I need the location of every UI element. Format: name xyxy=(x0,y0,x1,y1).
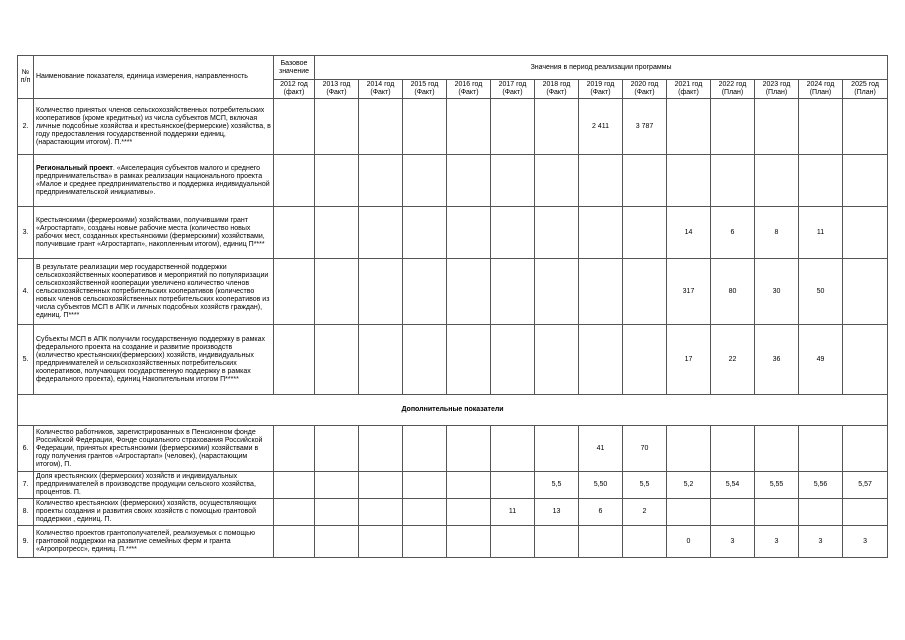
col-header-num: № п/п xyxy=(18,56,34,99)
table-row xyxy=(18,426,888,472)
cell-value xyxy=(315,207,359,259)
cell-value xyxy=(843,259,888,325)
cell-value xyxy=(491,426,535,472)
cell-value xyxy=(274,325,315,395)
cell-value xyxy=(403,325,447,395)
cell-value xyxy=(403,155,447,207)
cell-value xyxy=(799,99,843,155)
row-number: 7. xyxy=(18,472,34,499)
col-header-period: Значения в период реализации программы xyxy=(315,56,888,80)
cell-value xyxy=(447,155,491,207)
cell-value xyxy=(799,155,843,207)
cell-value: 22 xyxy=(711,325,755,395)
cell-value: 317 xyxy=(667,259,711,325)
cell-value xyxy=(623,259,667,325)
cell-value: 2 xyxy=(623,499,667,526)
cell-value xyxy=(755,155,799,207)
cell-value: 14 xyxy=(667,207,711,259)
table-row xyxy=(18,155,888,207)
cell-value: 80 xyxy=(711,259,755,325)
cell-value xyxy=(623,325,667,395)
cell-value xyxy=(403,207,447,259)
cell-value xyxy=(535,99,579,155)
cell-value xyxy=(359,325,403,395)
indicator-name: Количество работников, зарегистрированных в Пенсионном фонде Российской Федерации, Фонде социального страхования Российской Федерации, принятых крестьянскими (фермерскими) хозяйствами в году получения грантов «Агростартап» (человек), (нарастающим итогом), П. xyxy=(34,426,274,472)
cell-value: 6 xyxy=(579,499,623,526)
cell-value xyxy=(799,499,843,526)
cell-value xyxy=(447,207,491,259)
indicator-text: . «Акселерация субъектов малого и среднего предпринимательства» в рамках реализации национального проекта «Малое и среднее предпринимательство и поддержка индивидуальной предпринимательской инициативы». xyxy=(36,164,270,196)
cell-value xyxy=(667,499,711,526)
cell-value xyxy=(579,526,623,558)
cell-value xyxy=(274,426,315,472)
cell-value xyxy=(579,325,623,395)
cell-value xyxy=(315,99,359,155)
cell-value xyxy=(623,155,667,207)
cell-value xyxy=(315,426,359,472)
cell-value xyxy=(843,99,888,155)
table-row xyxy=(18,259,888,325)
row-number: 5. xyxy=(18,325,34,395)
table-row xyxy=(18,207,888,259)
section-body xyxy=(18,395,888,426)
year-header: 2013 год (Факт) xyxy=(315,80,359,99)
indicator-name: В результате реализации мер государственной поддержки сельскохозяйственных кооперативов и мероприятий по популяризации сельскохозяйственной кооперации увеличено количество членов сельскохозяйственных потребительских кооперативов (количество новых членов сельскохозяйственных потребительских кооперативов из числа субъектов МСП в АПК и личных подсобных хозяйств граждан), единиц. П**** xyxy=(34,259,274,325)
cell-value: 2 411 xyxy=(579,99,623,155)
cell-value xyxy=(447,325,491,395)
cell-value xyxy=(623,207,667,259)
cell-value xyxy=(843,207,888,259)
year-header: 2022 год (План) xyxy=(711,80,755,99)
cell-value: 8 xyxy=(755,207,799,259)
cell-value: 5,5 xyxy=(535,472,579,499)
indicator-name: Количество крестьянских (фермерских) хозяйств, осуществляющих проекты создания и развития своих хозяйств с помощью грантовой поддержки , единиц. П. xyxy=(34,499,274,526)
cell-value: 5,56 xyxy=(799,472,843,499)
table-row xyxy=(18,99,888,155)
indicator-name: Доля крестьянских (фермерских) хозяйств и индивидуальных предпринимателей в производстве продукции сельского хозяйства, процентов. П. xyxy=(34,472,274,499)
row-number: 2. xyxy=(18,99,34,155)
cell-value xyxy=(359,155,403,207)
cell-value xyxy=(447,426,491,472)
indicator-name: Субъекты МСП в АПК получили государственную поддержку в рамках федерального проекта на создание и развитие производств (количество крестьянских(фермерских) хозяйств, индивидуальных предпринимателей и сельскохозяйственных потребительских кооперативов, получающих государственную поддержку в рамках федерального проекта), единиц Накопительным итогом П***** xyxy=(34,325,274,395)
cell-value xyxy=(274,259,315,325)
cell-value: 17 xyxy=(667,325,711,395)
cell-value xyxy=(359,472,403,499)
cell-value xyxy=(623,526,667,558)
cell-value xyxy=(667,99,711,155)
cell-value: 5,54 xyxy=(711,472,755,499)
indicator-name xyxy=(34,155,274,207)
cell-value xyxy=(359,426,403,472)
cell-value: 6 xyxy=(711,207,755,259)
cell-value xyxy=(447,499,491,526)
cell-value xyxy=(315,259,359,325)
cell-value xyxy=(491,526,535,558)
cell-value: 13 xyxy=(535,499,579,526)
year-header: 2018 год (Факт) xyxy=(535,80,579,99)
year-header: 2012 год (факт) xyxy=(274,80,315,99)
cell-value: 5,57 xyxy=(843,472,888,499)
cell-value xyxy=(755,426,799,472)
cell-value xyxy=(491,325,535,395)
indicators-table xyxy=(17,55,888,558)
cell-value: 0 xyxy=(667,526,711,558)
cell-value xyxy=(579,207,623,259)
cell-value xyxy=(359,259,403,325)
cell-value: 3 xyxy=(755,526,799,558)
table-row xyxy=(18,526,888,558)
cell-value: 3 xyxy=(799,526,843,558)
cell-value xyxy=(315,499,359,526)
cell-value xyxy=(315,325,359,395)
row-number: 4. xyxy=(18,259,34,325)
col-header-base: Базовое значение xyxy=(274,56,315,80)
year-header: 2025 год (План) xyxy=(843,80,888,99)
indicator-name: Количество принятых членов сельскохозяйственных потребительских кооперативов (кроме кредитных) из числа субъектов МСП, включая личные подсобные хозяйства и крестьянское(фермерские) хозяйства, в году предоставления государственной поддержки единиц, (нарастающим итогом). П.**** xyxy=(34,99,274,155)
cell-value xyxy=(535,325,579,395)
cell-value xyxy=(667,155,711,207)
cell-value xyxy=(403,526,447,558)
cell-value xyxy=(403,259,447,325)
cell-value xyxy=(274,155,315,207)
row-number: 6. xyxy=(18,426,34,472)
year-header: 2024 год (План) xyxy=(799,80,843,99)
cell-value xyxy=(274,472,315,499)
cell-value xyxy=(447,99,491,155)
table-body xyxy=(18,99,888,395)
cell-value xyxy=(843,155,888,207)
cell-value xyxy=(755,99,799,155)
cell-value: 50 xyxy=(799,259,843,325)
cell-value xyxy=(359,526,403,558)
cell-value xyxy=(447,259,491,325)
cell-value xyxy=(579,155,623,207)
cell-value xyxy=(535,207,579,259)
row-number: 9. xyxy=(18,526,34,558)
cell-value: 5,2 xyxy=(667,472,711,499)
cell-value xyxy=(579,259,623,325)
cell-value xyxy=(403,499,447,526)
cell-value: 36 xyxy=(755,325,799,395)
cell-value: 3 xyxy=(711,526,755,558)
cell-value: 11 xyxy=(799,207,843,259)
indicator-name: Крестьянскими (фермерскими) хозяйствами, получившими грант «Агростартап», созданы новые рабочие места (количество новых рабочих мест, созданных крестьянскими (фермерскими) хозяйствами, получившие грант «Агростартап», накопленным итогом), единиц П**** xyxy=(34,207,274,259)
year-header: 2019 год (Факт) xyxy=(579,80,623,99)
year-header: 2017 год (Факт) xyxy=(491,80,535,99)
cell-value xyxy=(535,526,579,558)
cell-value xyxy=(843,499,888,526)
indicator-name: Количество проектов грантополучателей, реализуемых с помощью грантовой поддержки на развитие семейных ферм и гранта «Агропрогресс», единиц. П.**** xyxy=(34,526,274,558)
cell-value xyxy=(491,99,535,155)
cell-value xyxy=(274,499,315,526)
cell-value xyxy=(403,99,447,155)
cell-value xyxy=(535,155,579,207)
cell-value xyxy=(491,472,535,499)
cell-value xyxy=(491,155,535,207)
cell-value xyxy=(711,499,755,526)
section-title: Дополнительные показатели xyxy=(18,395,888,426)
cell-value xyxy=(535,259,579,325)
cell-value xyxy=(403,426,447,472)
cell-value xyxy=(359,499,403,526)
col-header-name: Наименование показателя, единица измерения, направленность xyxy=(34,56,274,99)
cell-value xyxy=(711,155,755,207)
year-header: 2023 год (План) xyxy=(755,80,799,99)
cell-value xyxy=(447,472,491,499)
cell-value xyxy=(755,499,799,526)
cell-value xyxy=(274,207,315,259)
row-number: 3. xyxy=(18,207,34,259)
year-header: 2014 год (Факт) xyxy=(359,80,403,99)
table-row xyxy=(18,325,888,395)
cell-value xyxy=(274,99,315,155)
cell-value xyxy=(315,155,359,207)
cell-value xyxy=(535,426,579,472)
table-row xyxy=(18,499,888,526)
project-label: Региональный проект xyxy=(36,164,113,172)
cell-value xyxy=(491,259,535,325)
cell-value xyxy=(491,207,535,259)
year-header: 2015 год (Факт) xyxy=(403,80,447,99)
cell-value: 49 xyxy=(799,325,843,395)
year-header: 2021 год (факт) xyxy=(667,80,711,99)
cell-value xyxy=(667,426,711,472)
cell-value xyxy=(799,426,843,472)
cell-value xyxy=(359,207,403,259)
cell-value: 70 xyxy=(623,426,667,472)
cell-value xyxy=(315,526,359,558)
cell-value xyxy=(711,99,755,155)
row-number xyxy=(18,155,34,207)
cell-value xyxy=(447,526,491,558)
cell-value: 41 xyxy=(579,426,623,472)
table-row xyxy=(18,472,888,499)
table-body-additional xyxy=(18,426,888,558)
cell-value xyxy=(711,426,755,472)
year-header: 2020 год (Факт) xyxy=(623,80,667,99)
cell-value xyxy=(274,526,315,558)
cell-value: 3 787 xyxy=(623,99,667,155)
row-number: 8. xyxy=(18,499,34,526)
cell-value: 3 xyxy=(843,526,888,558)
cell-value: 30 xyxy=(755,259,799,325)
cell-value xyxy=(843,325,888,395)
cell-value: 5,55 xyxy=(755,472,799,499)
cell-value xyxy=(843,426,888,472)
cell-value xyxy=(403,472,447,499)
cell-value xyxy=(359,99,403,155)
cell-value: 5,50 xyxy=(579,472,623,499)
cell-value: 11 xyxy=(491,499,535,526)
year-header: 2016 год (Факт) xyxy=(447,80,491,99)
cell-value: 5,5 xyxy=(623,472,667,499)
cell-value xyxy=(315,472,359,499)
